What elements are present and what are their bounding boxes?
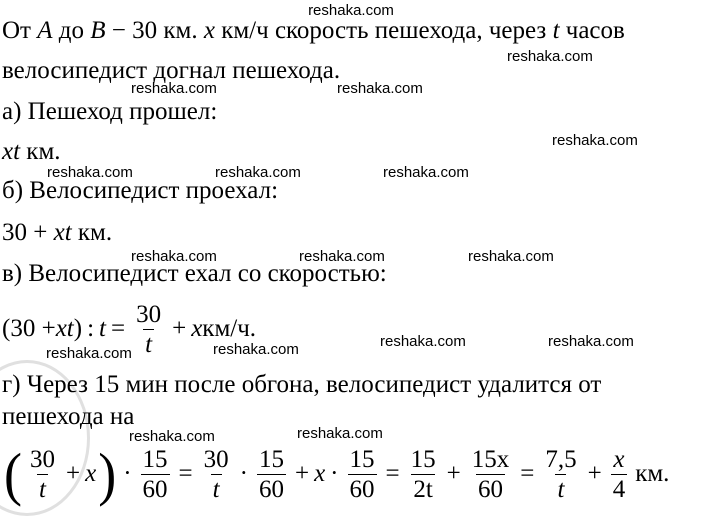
fraction-30-over-t: $\frac{30}{t}$ [136,300,162,358]
watermark: reshaka.com [47,164,133,181]
part-g-formula: ( $\frac{30}{t}$ + x ) · $\frac{15}{60}$ = $\frac{30}{t}$ · $\frac{15}{60}$ + x · $\frac{15}{60}$ = $\frac{15}{2t}$ + $\frac{15x}{60}$ = $\frac{7,5}{t}$ + $\frac{x}{4}$ км. [4,441,670,507]
watermark: reshaka.com [213,341,299,358]
part-b-label: б) Велосипедист проехал: [2,177,279,204]
fraction-15-over-60: $\frac{15}{60}$ [349,445,375,503]
part-v-label: в) Велосипедист ехал со скоростью: [2,260,387,287]
watermark: reshaka.com [215,164,301,181]
watermark: reshaka.com [337,80,423,97]
fraction-x-over-4: $\frac{x}{4}$ [612,445,626,503]
part-g-line-1: г) Через 15 мин после обгона, велосипедист удалится от [2,371,602,398]
fraction-30-over-t: $\frac{30}{t}$ [29,445,55,503]
fraction-15x-over-60: $\frac{15x}{60}$ [471,445,510,503]
part-v-formula: (30 + xt ) : t = $\frac{30}{t}$ + x км/ч. [2,300,257,358]
condition-line-2: велосипедист догнал пешехода. [2,57,341,84]
fraction-15-over-60: $\frac{15}{60}$ [142,445,168,503]
watermark: reshaka.com [297,425,383,442]
part-g-line-2: пешехода на [2,403,135,430]
watermark: reshaka.com [380,333,466,350]
part-b-answer: 30 + xt км. [2,219,113,246]
fraction-30-over-t: $\frac{30}{t}$ [203,445,229,503]
watermark: reshaka.com [507,48,593,65]
watermark: reshaka.com [552,132,638,149]
watermark: reshaka.com [548,333,634,350]
watermark: reshaka.com [129,428,215,445]
watermark: reshaka.com [46,345,132,362]
watermark: reshaka.com [131,248,217,265]
part-a-label: а) Пешеход прошел: [2,98,218,125]
fraction-15-over-60: $\frac{15}{60}$ [258,445,284,503]
fraction-15-over-2t: $\frac{15}{2t}$ [410,445,436,503]
watermark: reshaka.com [131,80,217,97]
fraction-7-5-over-t: $\frac{7,5}{t}$ [545,445,577,503]
watermark: reshaka.com [383,164,469,181]
watermark: reshaka.com [468,248,554,265]
part-a-answer: xt км. [2,138,61,165]
condition-line-1: От A до B − 30 км. x км/ч скорость пешехода, через t часов [2,17,625,44]
header-watermark: reshaka.com [308,2,394,19]
watermark: reshaka.com [299,248,385,265]
